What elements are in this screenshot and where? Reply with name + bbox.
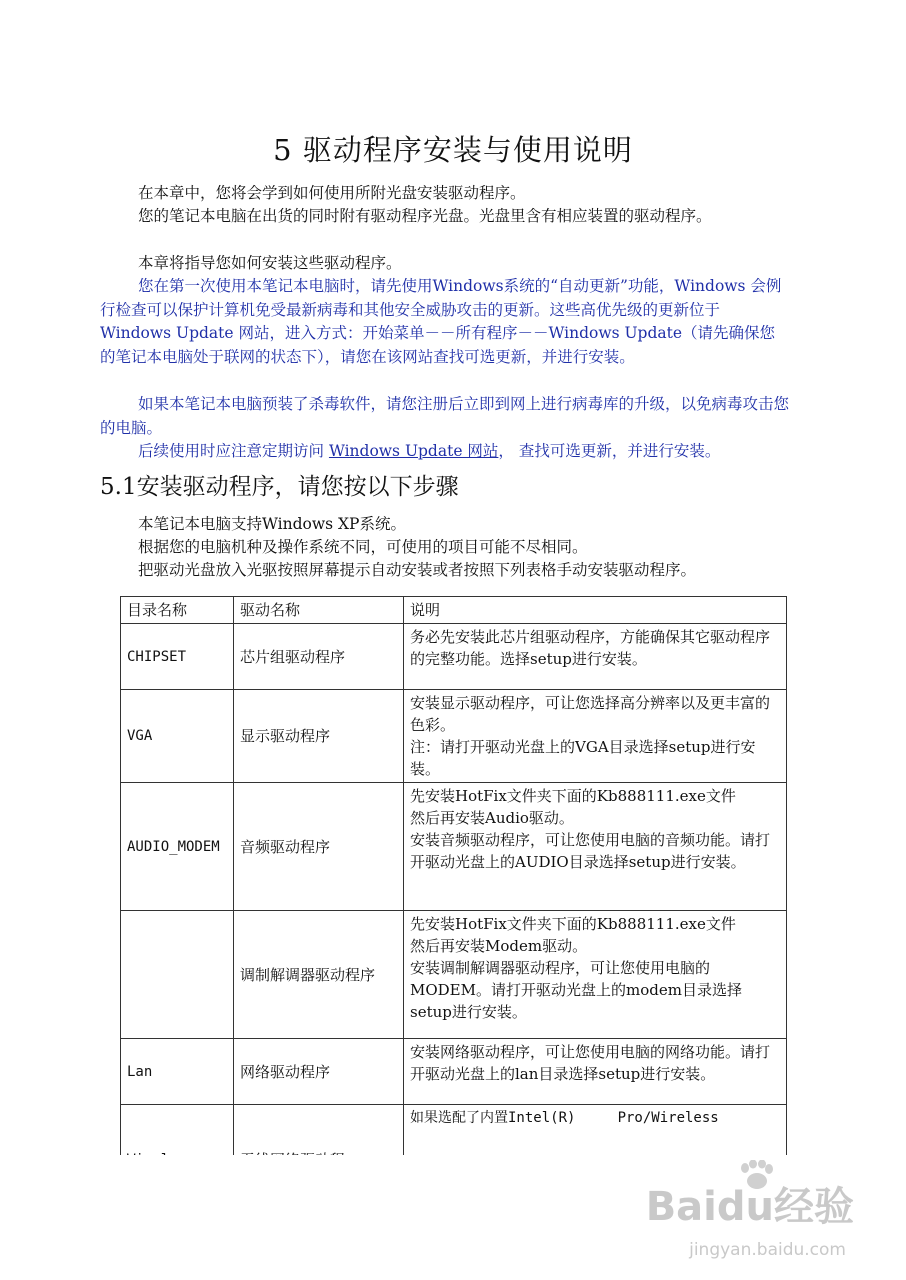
- intro-paragraph-1: 在本章中，您将会学到如何使用所附光盘安装驱动程序。: [138, 184, 526, 202]
- description-cell: [404, 1039, 787, 1105]
- intro-paragraph-4: 您在第一次使用本笔记本电脑时，请先使用Windows系统的“自动更新”功能，Windows 会例行检查可以保护计算机免受最新病毒和其他安全威胁攻击的更新。这些高优先级的更新位于 Windows Update 网站，进入方式：开始菜单－－所有程序－－Windows Update（请先确保您的笔记本电脑处于联网的状态下），请您在该网站查找可选更新，并进行安装。: [100, 277, 782, 366]
- description-line: 先安装HotFix文件夹下面的Kb888111.exe文件: [410, 915, 736, 933]
- header-description: 说明: [404, 597, 787, 624]
- section-heading: 5.1安装驱动程序，请您按以下步骤: [100, 474, 459, 500]
- description-line: 安装调制解调器驱动程序，可让您使用电脑的MODEM。请打开驱动光盘上的modem目录选择setup进行安装。: [410, 959, 742, 1021]
- intro-paragraph-6: [100, 440, 790, 464]
- description-line: 安装网络驱动程序，可让您使用电脑的网络功能。请打开驱动光盘上的lan目录选择setup进行安装。: [410, 1043, 771, 1083]
- section-paragraph-2: 根据您的电脑机种及操作系统不同，可使用的项目可能不尽相同。: [138, 538, 588, 556]
- dir-cell: CHIPSET: [121, 624, 234, 690]
- watermark-brand: Baidu经验: [645, 1184, 854, 1230]
- driver-name-cell: 音频驱动程序: [234, 783, 404, 911]
- watermark-url: jingyan.baidu.com: [689, 1240, 846, 1260]
- section-paragraph-1: 本笔记本电脑支持Windows XP系统。: [138, 515, 406, 533]
- description-line: 如果选配了内置Intel(R) Pro/Wireless: [410, 1110, 719, 1126]
- description-line: 安装显示驱动程序，可让您选择高分辨率以及更丰富的色彩。: [410, 694, 771, 734]
- table-row: [121, 624, 787, 690]
- table-row: [121, 911, 787, 1039]
- page-title: 5 驱动程序安装与使用说明: [273, 133, 633, 167]
- intro-paragraph-3: 本章将指导您如何安装这些驱动程序。: [138, 254, 402, 272]
- description-cell: [404, 911, 787, 1039]
- paragraph-6-text-after: ， 查找可选更新，并进行安装。: [498, 442, 721, 460]
- windows-update-link[interactable]: Windows Update 网站: [328, 442, 499, 460]
- table-row: [121, 690, 787, 783]
- section-paragraph-3: 把驱动光盘放入光驱按照屏幕提示自动安装或者按照下列表格手动安装驱动程序。: [138, 561, 697, 579]
- description-line: 然后再安装Modem驱动。: [410, 937, 588, 955]
- dir-cell: Lan: [121, 1039, 234, 1105]
- intro-paragraph-2: 您的笔记本电脑在出货的同时附有驱动程序光盘。光盘里含有相应装置的驱动程序。: [138, 207, 712, 225]
- table-row: [121, 783, 787, 911]
- paragraph-6-text-before: 后续使用时应注意定期访问: [138, 442, 329, 460]
- driver-name-cell: 网络驱动程序: [234, 1039, 404, 1105]
- description-line: 安装音频驱动程序，可让您使用电脑的音频功能。请打开驱动光盘上的AUDIO目录选择setup进行安装。: [410, 831, 771, 871]
- driver-name-cell: 调制解调器驱动程序: [234, 911, 404, 1039]
- header-directory: 目录名称: [121, 597, 234, 624]
- description-cell: [404, 783, 787, 911]
- description-cell: [404, 624, 787, 690]
- description-cell: [404, 690, 787, 783]
- description-line: 然后再安装Audio驱动。: [410, 809, 574, 827]
- dir-cell: AUDIO_MODEM: [121, 783, 234, 911]
- table-header-row: [121, 597, 787, 624]
- description-line: 注：请打开驱动光盘上的VGA目录选择setup进行安装。: [410, 738, 756, 778]
- intro-paragraph-5: 如果本笔记本电脑预装了杀毒软件，请您注册后立即到网上进行病毒库的升级，以免病毒攻击您的电脑。: [100, 395, 790, 437]
- description-line: 先安装HotFix文件夹下面的Kb888111.exe文件: [410, 787, 736, 805]
- table-row: [121, 1039, 787, 1105]
- driver-table: [120, 596, 787, 1215]
- driver-name-cell: 显示驱动程序: [234, 690, 404, 783]
- dir-cell: [121, 911, 234, 1039]
- dir-cell: VGA: [121, 690, 234, 783]
- header-driver-name: 驱动名称: [234, 597, 404, 624]
- driver-name-cell: 芯片组驱动程序: [234, 624, 404, 690]
- description-line: 务必先安装此芯片组驱动程序，方能确保其它驱动程序的完整功能。选择setup进行安装。: [410, 628, 771, 668]
